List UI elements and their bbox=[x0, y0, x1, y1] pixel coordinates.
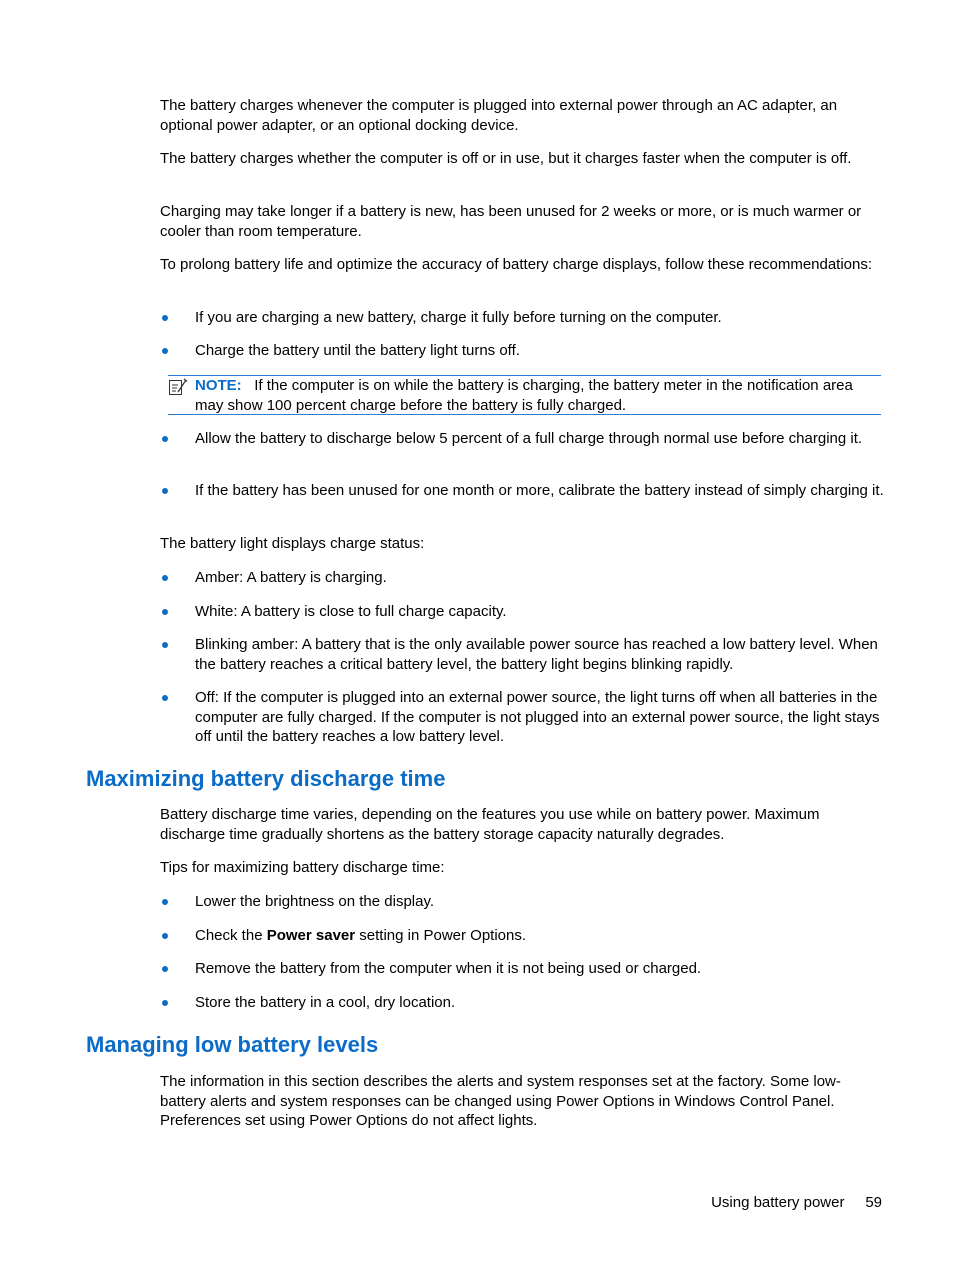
note-icon bbox=[168, 378, 188, 396]
list-item-text: Amber: A battery is charging. bbox=[195, 569, 387, 586]
bullet-icon bbox=[162, 966, 168, 972]
bullet-icon bbox=[162, 1000, 168, 1006]
list-item-text: Lower the brightness on the display. bbox=[195, 893, 435, 910]
page-footer bbox=[711, 1193, 882, 1213]
tip-text-before: Check the bbox=[195, 927, 267, 944]
list-item-text: If you are charging a new battery, charge it fully before turning on the computer. bbox=[195, 309, 722, 326]
list-item-text bbox=[195, 926, 885, 946]
note-callout bbox=[168, 375, 881, 415]
page-number: 59 bbox=[865, 1194, 882, 1211]
section-heading-low-battery: Managing low battery levels bbox=[86, 1032, 379, 1057]
bullet-icon bbox=[162, 436, 168, 442]
paragraph-low-battery-intro: The information in this section describes the alerts and system responses set at the factory. Some low-battery alerts and system responses can be changed using Power Options in Windows Control Panel. Preferences set using Power Options do not affect lights. bbox=[160, 1073, 841, 1129]
bullet-icon bbox=[162, 695, 168, 701]
bullet-icon bbox=[162, 899, 168, 905]
bullet-icon bbox=[162, 575, 168, 581]
bullet-icon bbox=[162, 488, 168, 494]
tip-text-after: setting in Power Options. bbox=[355, 927, 527, 944]
paragraph-charging-state: The battery charges whether the computer is off or in use, but it charges faster when the computer is off. bbox=[160, 150, 852, 167]
footer-section-title: Using battery power bbox=[711, 1194, 845, 1211]
paragraph-tips-intro: Tips for maximizing battery discharge time: bbox=[160, 859, 445, 876]
list-item-text: Store the battery in a cool, dry location. bbox=[195, 994, 456, 1011]
note-label: NOTE: bbox=[195, 377, 242, 394]
paragraph-light-status-intro: The battery light displays charge status: bbox=[160, 535, 425, 552]
list-item-text: Allow the battery to discharge below 5 percent of a full charge through normal use before charging it. bbox=[195, 430, 863, 447]
list-item-text: Remove the battery from the computer when it is not being used or charged. bbox=[195, 960, 702, 977]
list-item-text: If the battery has been unused for one month or more, calibrate the battery instead of simply charging it. bbox=[195, 482, 884, 499]
list-item-text: Charge the battery until the battery light turns off. bbox=[195, 342, 520, 359]
bullet-icon bbox=[162, 348, 168, 354]
note-text: If the computer is on while the battery is charging, the battery meter in the notification area may show 100 percent charge before the battery is fully charged. bbox=[195, 377, 853, 414]
bullet-icon bbox=[162, 933, 168, 939]
bullet-icon bbox=[162, 609, 168, 615]
list-item-text: White: A battery is close to full charge capacity. bbox=[195, 603, 507, 620]
paragraph-charging-sources: The battery charges whenever the computer is plugged into external power through an AC adapter, an optional power adapter, or an optional docking device. bbox=[160, 97, 838, 134]
power-saver-term: Power saver bbox=[266, 927, 356, 944]
note-body bbox=[195, 376, 881, 415]
paragraph-charging-time: Charging may take longer if a battery is new, has been unused for 2 weeks or more, or is much warmer or cooler than room temperature. bbox=[160, 203, 862, 240]
bullet-icon bbox=[162, 315, 168, 321]
paragraph-discharge-intro: Battery discharge time varies, depending on the features you use while on battery power. Maximum discharge time gradually shortens as the battery storage capacity naturally degrades. bbox=[160, 806, 820, 843]
paragraph-recommendations-intro: To prolong battery life and optimize the accuracy of battery charge displays, follow these recommendations: bbox=[160, 256, 873, 273]
bullet-icon bbox=[162, 642, 168, 648]
list-item-text: Blinking amber: A battery that is the only available power source has reached a low battery level. When the battery reaches a critical battery level, the battery light begins blinking rapidly. bbox=[195, 636, 878, 673]
section-heading-discharge: Maximizing battery discharge time bbox=[86, 766, 446, 791]
list-item-text: Off: If the computer is plugged into an external power source, the light turns off when all batteries in the computer are fully charged. If the computer is not plugged into an external power source, the light stays off until the battery reaches a low battery level. bbox=[195, 689, 880, 745]
